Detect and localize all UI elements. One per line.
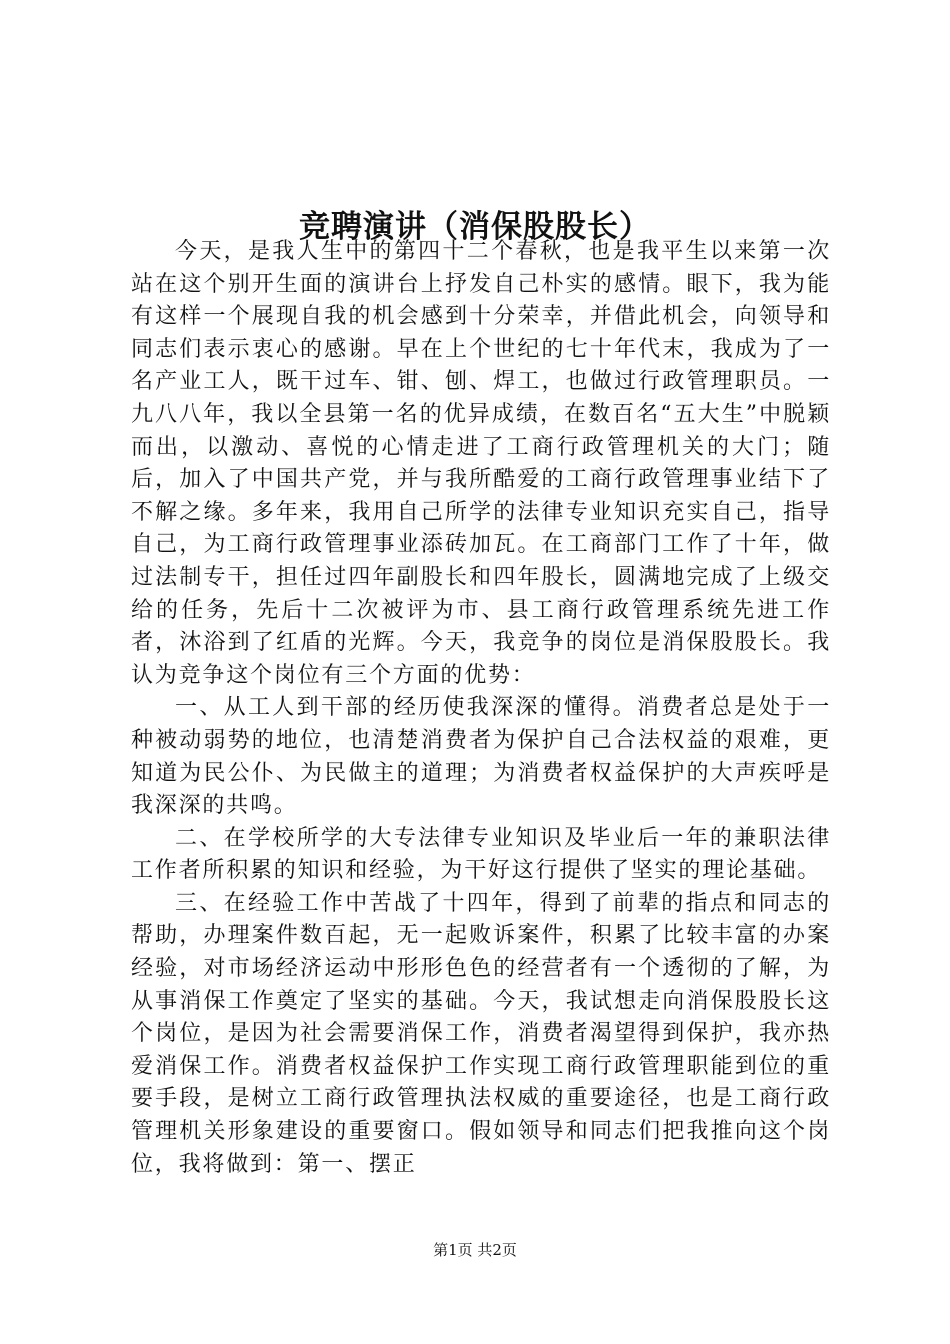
document-title: 竞聘演讲（消保股股长）: [299, 208, 651, 245]
paragraph-intro: 今天，是我人生中的第四十二个春秋，也是我平生以来第一次站在这个别开生面的演讲台上抒发自己朴实的感情。眼下，我为能有这样一个展现自我的机会感到十分荣幸，并借此机会，向领导和同志们表示衷心的感谢。早在上个世纪的七十年代末，我成为了一名产业工人，既干过车、钳、刨、焊工，也做过行政管理职员。一九八八年，我以全县第一名的优异成绩，在数百名“五大生”中脱颖而出，以激动、喜悦的心情走进了工商行政管理机关的大门；随后，加入了中国共产党，并与我所酷爱的工商行政管理事业结下了不解之缘。多年来，我用自己所学的法律专业知识充实自己，指导自己，为工商行政管理事业添砖加瓦。在工商部门工作了十年，做过法制专干，担任过四年副股长和四年股长，圆满地完成了上级交给的任务，先后十二次被评为市、县工商行政管理系统先进工作者，沐浴到了红盾的光辉。今天，我竞争的岗位是消保股股长。我认为竞争这个岗位有三个方面的优势：: [131, 239, 831, 688]
document-body: [131, 236, 831, 1181]
paragraph-advantage-3: 三、在经验工作中苦战了十四年，得到了前辈的指点和同志的帮助，办理案件数百起，无一起败诉案件，积累了比较丰富的办案经验，对市场经济运动中形形色色的经营者有一个透彻的了解，为从事消保工作奠定了坚实的基础。今天，我试想走向消保股股长这个岗位，是因为社会需要消保工作，消费者渴望得到保护，我亦热爱消保工作。消费者权益保护工作实现工商行政管理职能到位的重要手段，是树立工商行政管理执法权威的重要途径，也是工商行政管理机关形象建设的重要窗口。假如领导和同志们把我推向这个岗位，我将做到：第一、摆正: [131, 890, 831, 1177]
page-number-footer: 第1页 共2页: [433, 1241, 517, 1259]
paragraph-advantage-1: 一、从工人到干部的经历使我深深的懂得。消费者总是处于一种被动弱势的地位，也清楚消费者为保护自己合法权益的艰难，更知道为民公仆、为民做主的道理；为消费者权益保护的大声疾呼是我深深的共鸣。: [131, 695, 831, 819]
paragraph-advantage-2: 二、在学校所学的大专法律专业知识及毕业后一年的兼职法律工作者所积累的知识和经验，为干好这行提供了坚实的理论基础。: [131, 825, 831, 884]
